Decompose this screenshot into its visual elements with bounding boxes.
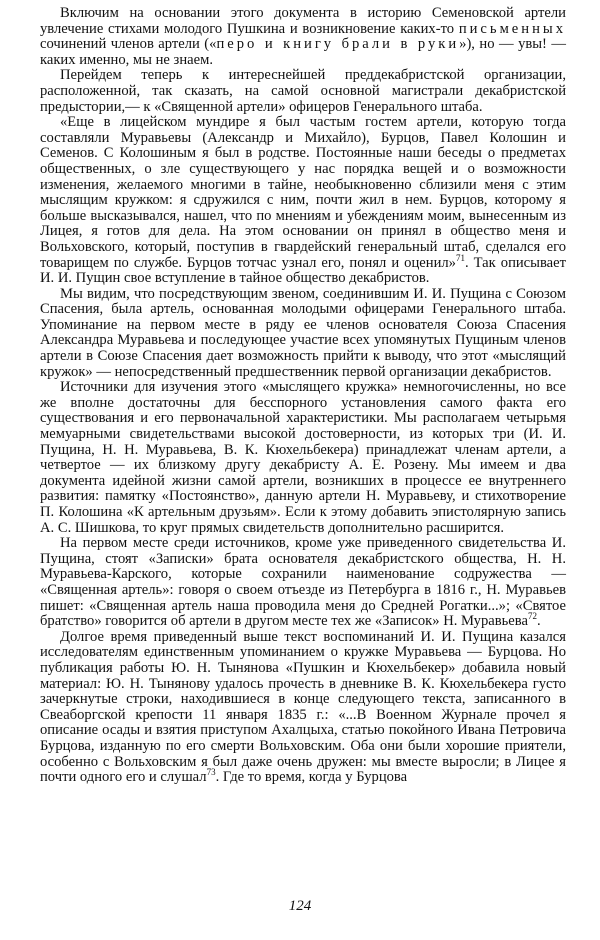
paragraph	[40, 68, 566, 115]
paragraph	[40, 115, 566, 287]
footnote-ref: 73	[206, 767, 216, 778]
text-run: .	[536, 613, 541, 630]
paragraph	[40, 287, 566, 381]
spaced-emphasis: письменных	[458, 20, 566, 37]
text-run: . Так описывает И. И. Пущин свое вступление в тайное общество декабристов.	[40, 254, 566, 287]
text-run: Источники для изучения этого «мыслящего кружка» немногочисленны, но все же вполне достаточны для бесспорного установления самого факта его существования и его первоначальной характеристики. Мы располагаем четырьмя мемуарными свидетельствами высокой достоверности, из которых три (И. И. Пущина, Н. Н. Муравьева, В. К. Кюхельбекера) принадлежат членам артели, а четвертое — их близкому другу декабристу А. Е. Розену. Мы имеем и два документа идейной жизни самой артели, возникших в процессе ее внутреннего развития: памятку «Постоянство», данную артели Н. Муравьеву, и стихотворение П. Колошина «К артельным друзьям». Если к этому добавить эпистолярную запись А. С. Шишкова, то круг прямых свидетельств дополнительно расширится.	[40, 379, 566, 536]
paragraph	[40, 536, 566, 630]
text-run: На первом месте среди источников, кроме уже приведенного свидетельства И. Пущина, стоят «Записки» брата основателя декабристского общества, Н. Н. Муравьева-Карского, которые сохранили наименование содружества — «Священная артель»: говоря о своем отъезде из Петербурга в 1816 г., Н. Муравьев пишет: «Священная артель наша проводила меня до Средней Рогатки...»; «Святое братство» говорится об артели в другом месте тех же «Записок» Н. Муравьева	[40, 535, 566, 630]
paragraph	[40, 630, 566, 786]
text-run: Долгое время приведенный выше текст воспоминаний И. И. Пущина казался исследователям единственным упоминанием о кружке Муравьева — Бурцова. Но публикация работы Ю. Н. Тынянова «Пушкин и Кюхельбекер» добавила новый материал: Ю. Н. Тынянову удалось прочесть в дневнике В. К. Кюхельбекера густо зачеркнутые строки, находившиеся в конце следующего текста, записанного в Свеаборгской крепости 11 января 1835 г.: «...В Военном Журнале прочел я описание осады и взятия приступом Ахалцыха, статью покойного Ивана Петровича Бурцова, изданную по его смерти Вольховским. Оба они были хорошие приятели, особенно с Вольховским я был даже очень дружен: мы вместе выросли; в Лицее я почти одного его и слушал	[40, 628, 566, 786]
text-run: Включим на основании этого документа в историю Семеновской артели увлечение стихами молодого Пушкина и возникновение каких-то	[40, 5, 566, 37]
text-run: »), но — увы! — каких именно, мы не знаем.	[40, 36, 566, 68]
text-run: Мы видим, что посредствующим звеном, соединившим И. И. Пущина с Союзом Спасения, была артель, основанная молодыми офицерами Генерального штаба. Упоминание на первом месте в ряду ее членов основателя Союза Спасения Александра Муравьева и последующее участие всех упомянутых Пущиным членов артели в Союзе Спасения дает возможность прийти к выводу, что этот «мыслящий кружок» — непосредственный предшественник первой организации декабристов.	[40, 285, 566, 380]
text-run: «Еще в лицейском мундире я был частым гостем артели, которую тогда составляли Муравьевы (Александр и Михайло), Бурцов, Павел Колошин и Семенов. С Колошиным я был в родстве. Постоянные наши беседы о предметах общественных, о зле существующего у нас порядка вещей и о возможности изменения, желаемого многими в тайне, необыкновенно сблизили меня с этим мыслящим кружком: я сдружился с ним, почти жил в нем. Бурцов, которому я больше высказывался, нашел, что по мнениям и убеждениям моим, вынесенным из Лицея, я готов для дела. На этом основании он принял в общество меня и Вольховского, который, поступив в гвардейский генеральный штаб, сделался его товарищем по службе. Бурцов тотчас узнал его, понял и оценил»	[40, 114, 566, 271]
page-number: 124	[288, 898, 312, 914]
footnote-ref: 72	[527, 611, 537, 622]
paragraph	[40, 6, 566, 68]
paragraph	[40, 380, 566, 536]
footnote-ref: 71	[455, 252, 465, 263]
text-run: сочинений членов артели («	[40, 36, 217, 53]
text-run: . Где то время, когда у Бурцова	[215, 769, 408, 786]
spaced-emphasis: перо и книгу брали в руки	[216, 36, 460, 53]
body-text	[40, 6, 566, 786]
text-run: Перейдем теперь к интереснейшей преддекабристской организации, расположенной, так сказать, на самой основной магистрали декабристской предыстории,— к «Священной артели» офицеров Генерального штаба.	[40, 67, 566, 115]
